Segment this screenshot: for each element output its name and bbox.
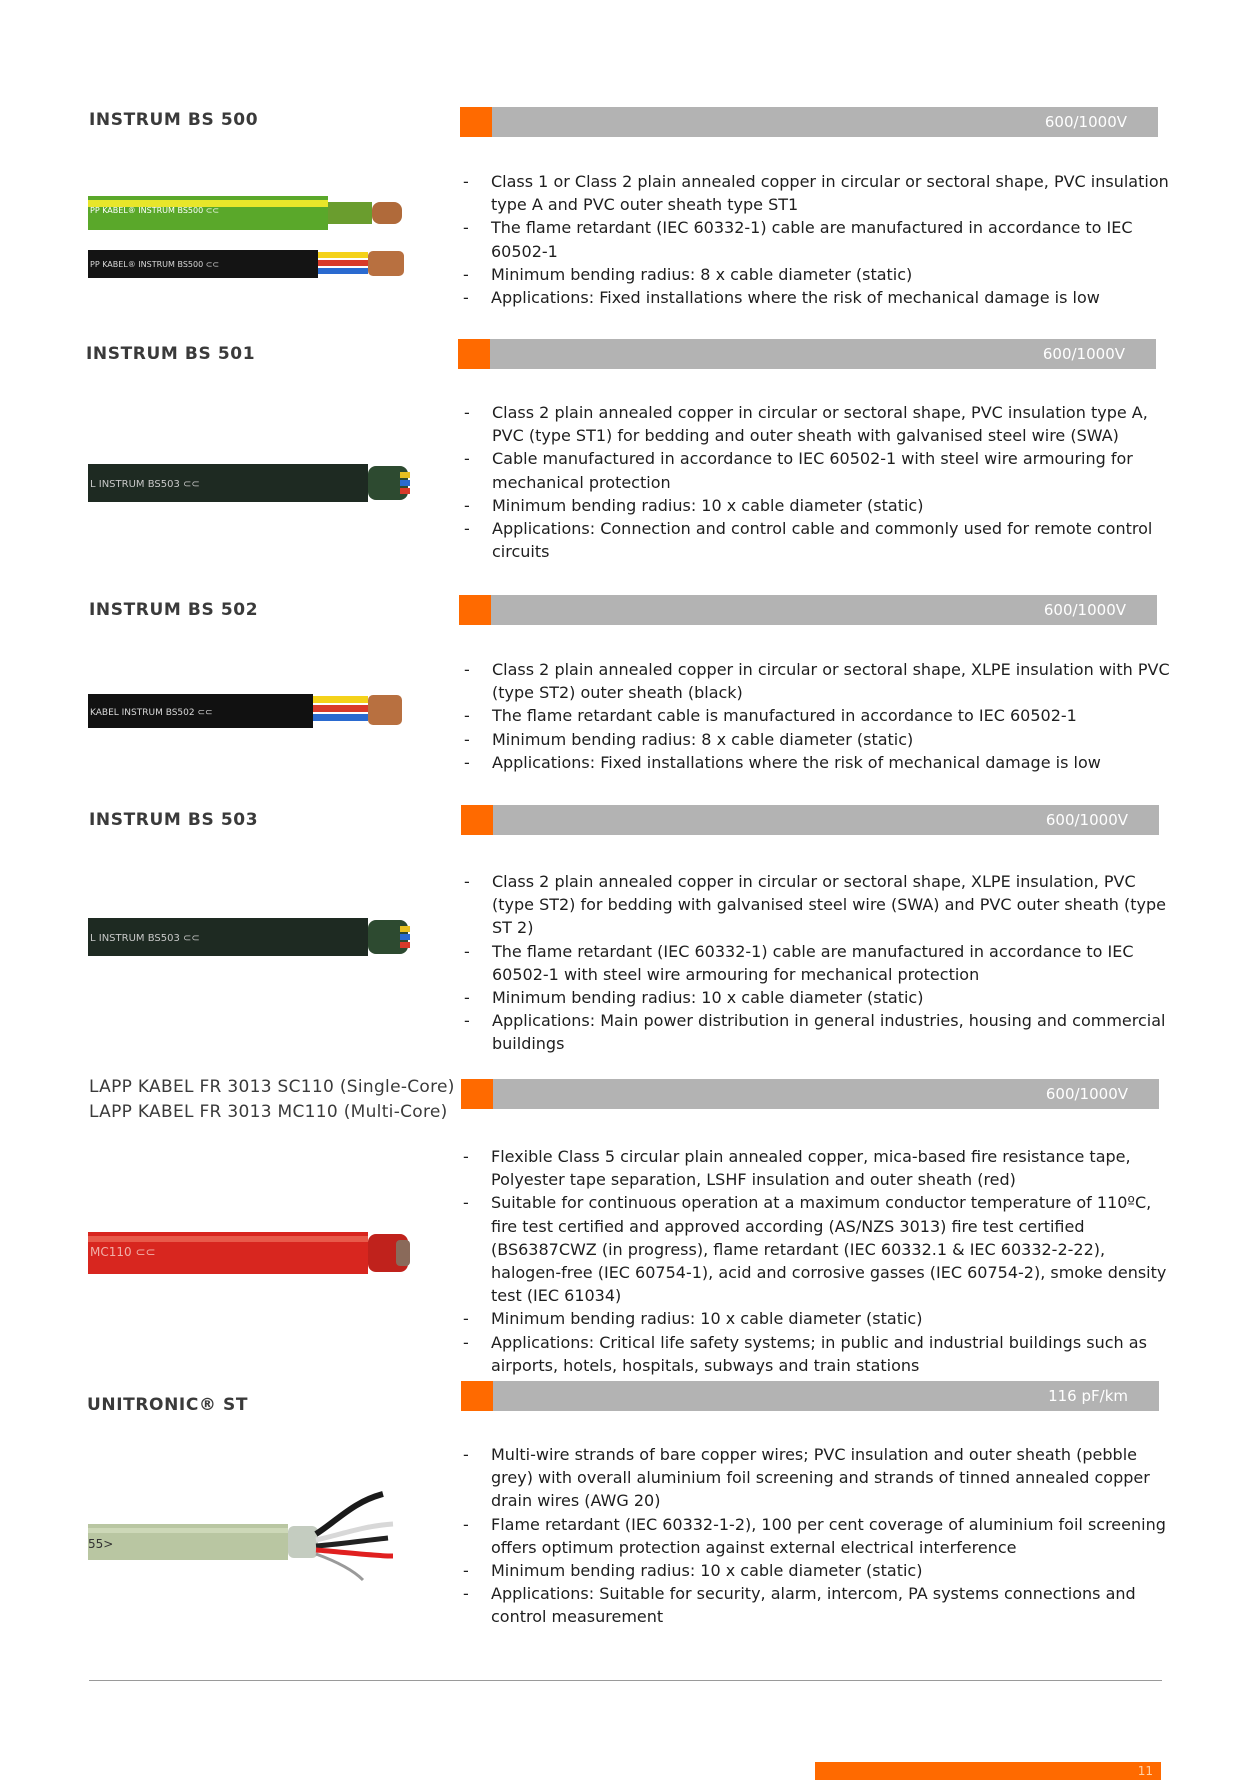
product-title-bs503: INSTRUM BS 503	[89, 810, 259, 830]
header-bar-fr3013	[461, 1079, 1159, 1109]
spec-item: - Multi-wire strands of bare copper wires; PVC insulation and outer sheath (pebble grey) with overall aluminium foil screening and strands of tinned annealed copper drain wires (AWG 20)	[460, 1443, 1172, 1513]
spec-item: - The flame retardant (IEC 60332-1) cable are manufactured in accordance to IEC 60502-1 with steel wire armouring for mechanical protection	[461, 940, 1173, 986]
cable-image-bs503	[88, 916, 428, 960]
spec-item: - Class 2 plain annealed copper in circular or sectoral shape, XLPE insulation with PVC (type ST2) outer sheath (black)	[461, 658, 1173, 704]
spec-item: - Applications: Suitable for security, alarm, intercom, PA systems connections and control measurement	[460, 1582, 1172, 1628]
spec-item: - Class 2 plain annealed copper in circular or sectoral shape, XLPE insulation, PVC (type ST2) for bedding with galvanised steel wire (SWA) and PVC outer sheath (type ST 2)	[461, 870, 1173, 940]
spec-list-unitronic	[460, 1443, 1172, 1629]
header-bar-bs500	[460, 107, 1158, 137]
cable-image-bs502	[88, 690, 428, 734]
accent-block	[461, 805, 493, 835]
voltage-rating: 600/1000V	[1042, 345, 1125, 363]
spec-item: - The flame retardant cable is manufactured in accordance to IEC 60502-1	[461, 704, 1173, 727]
accent-block	[461, 1381, 493, 1411]
footer-divider	[89, 1680, 1162, 1681]
product-title-fr3013: LAPP KABEL FR 3013 SC110 (Single-Core) LAPP KABEL FR 3013 MC110 (Multi-Core)	[89, 1077, 455, 1122]
product-title-unitronic: UNITRONIC® ST	[87, 1395, 249, 1415]
spec-list-bs501	[461, 401, 1173, 563]
spec-list-fr3013	[460, 1145, 1172, 1377]
product-title-bs501: INSTRUM BS 501	[86, 344, 256, 364]
header-bar-bs501	[458, 339, 1156, 369]
cable-image-fr3013	[88, 1230, 428, 1276]
product-title-bs500: INSTRUM BS 500	[89, 110, 259, 130]
cable-print-text: 55>	[88, 1537, 114, 1551]
accent-block	[460, 107, 492, 137]
cable-print-text: L INSTRUM BS503 ⊂⊂	[90, 933, 200, 944]
spec-item: - Minimum bending radius: 8 x cable diameter (static)	[460, 263, 1172, 286]
header-bar-bs502	[459, 595, 1157, 625]
voltage-rating: 600/1000V	[1045, 811, 1128, 829]
spec-item: - Applications: Critical life safety systems; in public and industrial buildings such as airports, hotels, hospitals, subways and train stations	[460, 1331, 1172, 1377]
product-title-bs502: INSTRUM BS 502	[89, 600, 259, 620]
spec-item: - Class 2 plain annealed copper in circular or sectoral shape, PVC insulation type A, PVC (type ST1) for bedding and outer sheath with galvanised steel wire (SWA)	[461, 401, 1173, 447]
cable-print-text: KABEL INSTRUM BS502 ⊂⊂	[90, 708, 213, 718]
spec-item: - Suitable for continuous operation at a maximum conductor temperature of 110ºC, fire test certified and approved according (AS/NZS 3013) fire test certified (BS6387CWZ (in progress), flame retardant (IEC 60332.1 & IEC 60332-2-22), halogen-free (IEC 60754-1), acid and corrosive gasses (IEC 60754-2), smoke density test (IEC 61034)	[460, 1191, 1172, 1307]
spec-item: - Flame retardant (IEC 60332-1-2), 100 per cent coverage of aluminium foil screening offers optimum protection against external electrical interference	[460, 1513, 1172, 1559]
cable-print-text: MC110 ⊂⊂	[90, 1245, 156, 1259]
page-number-tab	[815, 1762, 1161, 1780]
header-bar-unitronic	[461, 1381, 1159, 1411]
cable-print-text: PP KABEL® INSTRUM BS500 ⊂⊂	[90, 206, 220, 215]
capacitance-rating: 116 pF/km	[1048, 1387, 1128, 1405]
header-bar-bs503	[461, 805, 1159, 835]
spec-item: - Applications: Fixed installations where the risk of mechanical damage is low	[461, 751, 1173, 774]
spec-item: - Cable manufactured in accordance to IEC 60502-1 with steel wire armouring for mechanical protection	[461, 447, 1173, 493]
spec-item: - Minimum bending radius: 10 x cable diameter (static)	[460, 1559, 1172, 1582]
voltage-rating: 600/1000V	[1045, 1085, 1128, 1103]
voltage-rating: 600/1000V	[1043, 601, 1126, 619]
cable-print-text: L INSTRUM BS503 ⊂⊂	[90, 479, 200, 490]
spec-item: - The flame retardant (IEC 60332-1) cable are manufactured in accordance to IEC 60502-1	[460, 216, 1172, 262]
spec-list-bs503	[461, 870, 1173, 1056]
spec-item: - Minimum bending radius: 10 x cable diameter (static)	[460, 1307, 1172, 1330]
spec-item: - Class 1 or Class 2 plain annealed copper in circular or sectoral shape, PVC insulation type A and PVC outer sheath type ST1	[460, 170, 1172, 216]
spec-item: - Minimum bending radius: 10 x cable diameter (static)	[461, 494, 1173, 517]
cable-image-unitronic	[88, 1490, 428, 1590]
cable-image-bs500	[88, 190, 428, 290]
spec-list-bs500	[460, 170, 1172, 309]
spec-item: - Minimum bending radius: 10 x cable diameter (static)	[461, 986, 1173, 1009]
page-number: 11	[1137, 1764, 1153, 1778]
spec-item: - Applications: Fixed installations where the risk of mechanical damage is low	[460, 286, 1172, 309]
accent-block	[458, 339, 490, 369]
voltage-rating: 600/1000V	[1044, 113, 1127, 131]
spec-list-bs502	[461, 658, 1173, 774]
cable-print-text: PP KABEL® INSTRUM BS500 ⊂⊂	[90, 260, 220, 269]
cable-image-bs501	[88, 462, 428, 506]
spec-item: - Applications: Connection and control cable and commonly used for remote control circuits	[461, 517, 1173, 563]
spec-item: - Applications: Main power distribution in general industries, housing and commercial buildings	[461, 1009, 1173, 1055]
spec-item: - Flexible Class 5 circular plain annealed copper, mica-based fire resistance tape, Polyester tape separation, LSHF insulation and outer sheath (red)	[460, 1145, 1172, 1191]
accent-block	[459, 595, 491, 625]
accent-block	[461, 1079, 493, 1109]
spec-item: - Minimum bending radius: 8 x cable diameter (static)	[461, 728, 1173, 751]
